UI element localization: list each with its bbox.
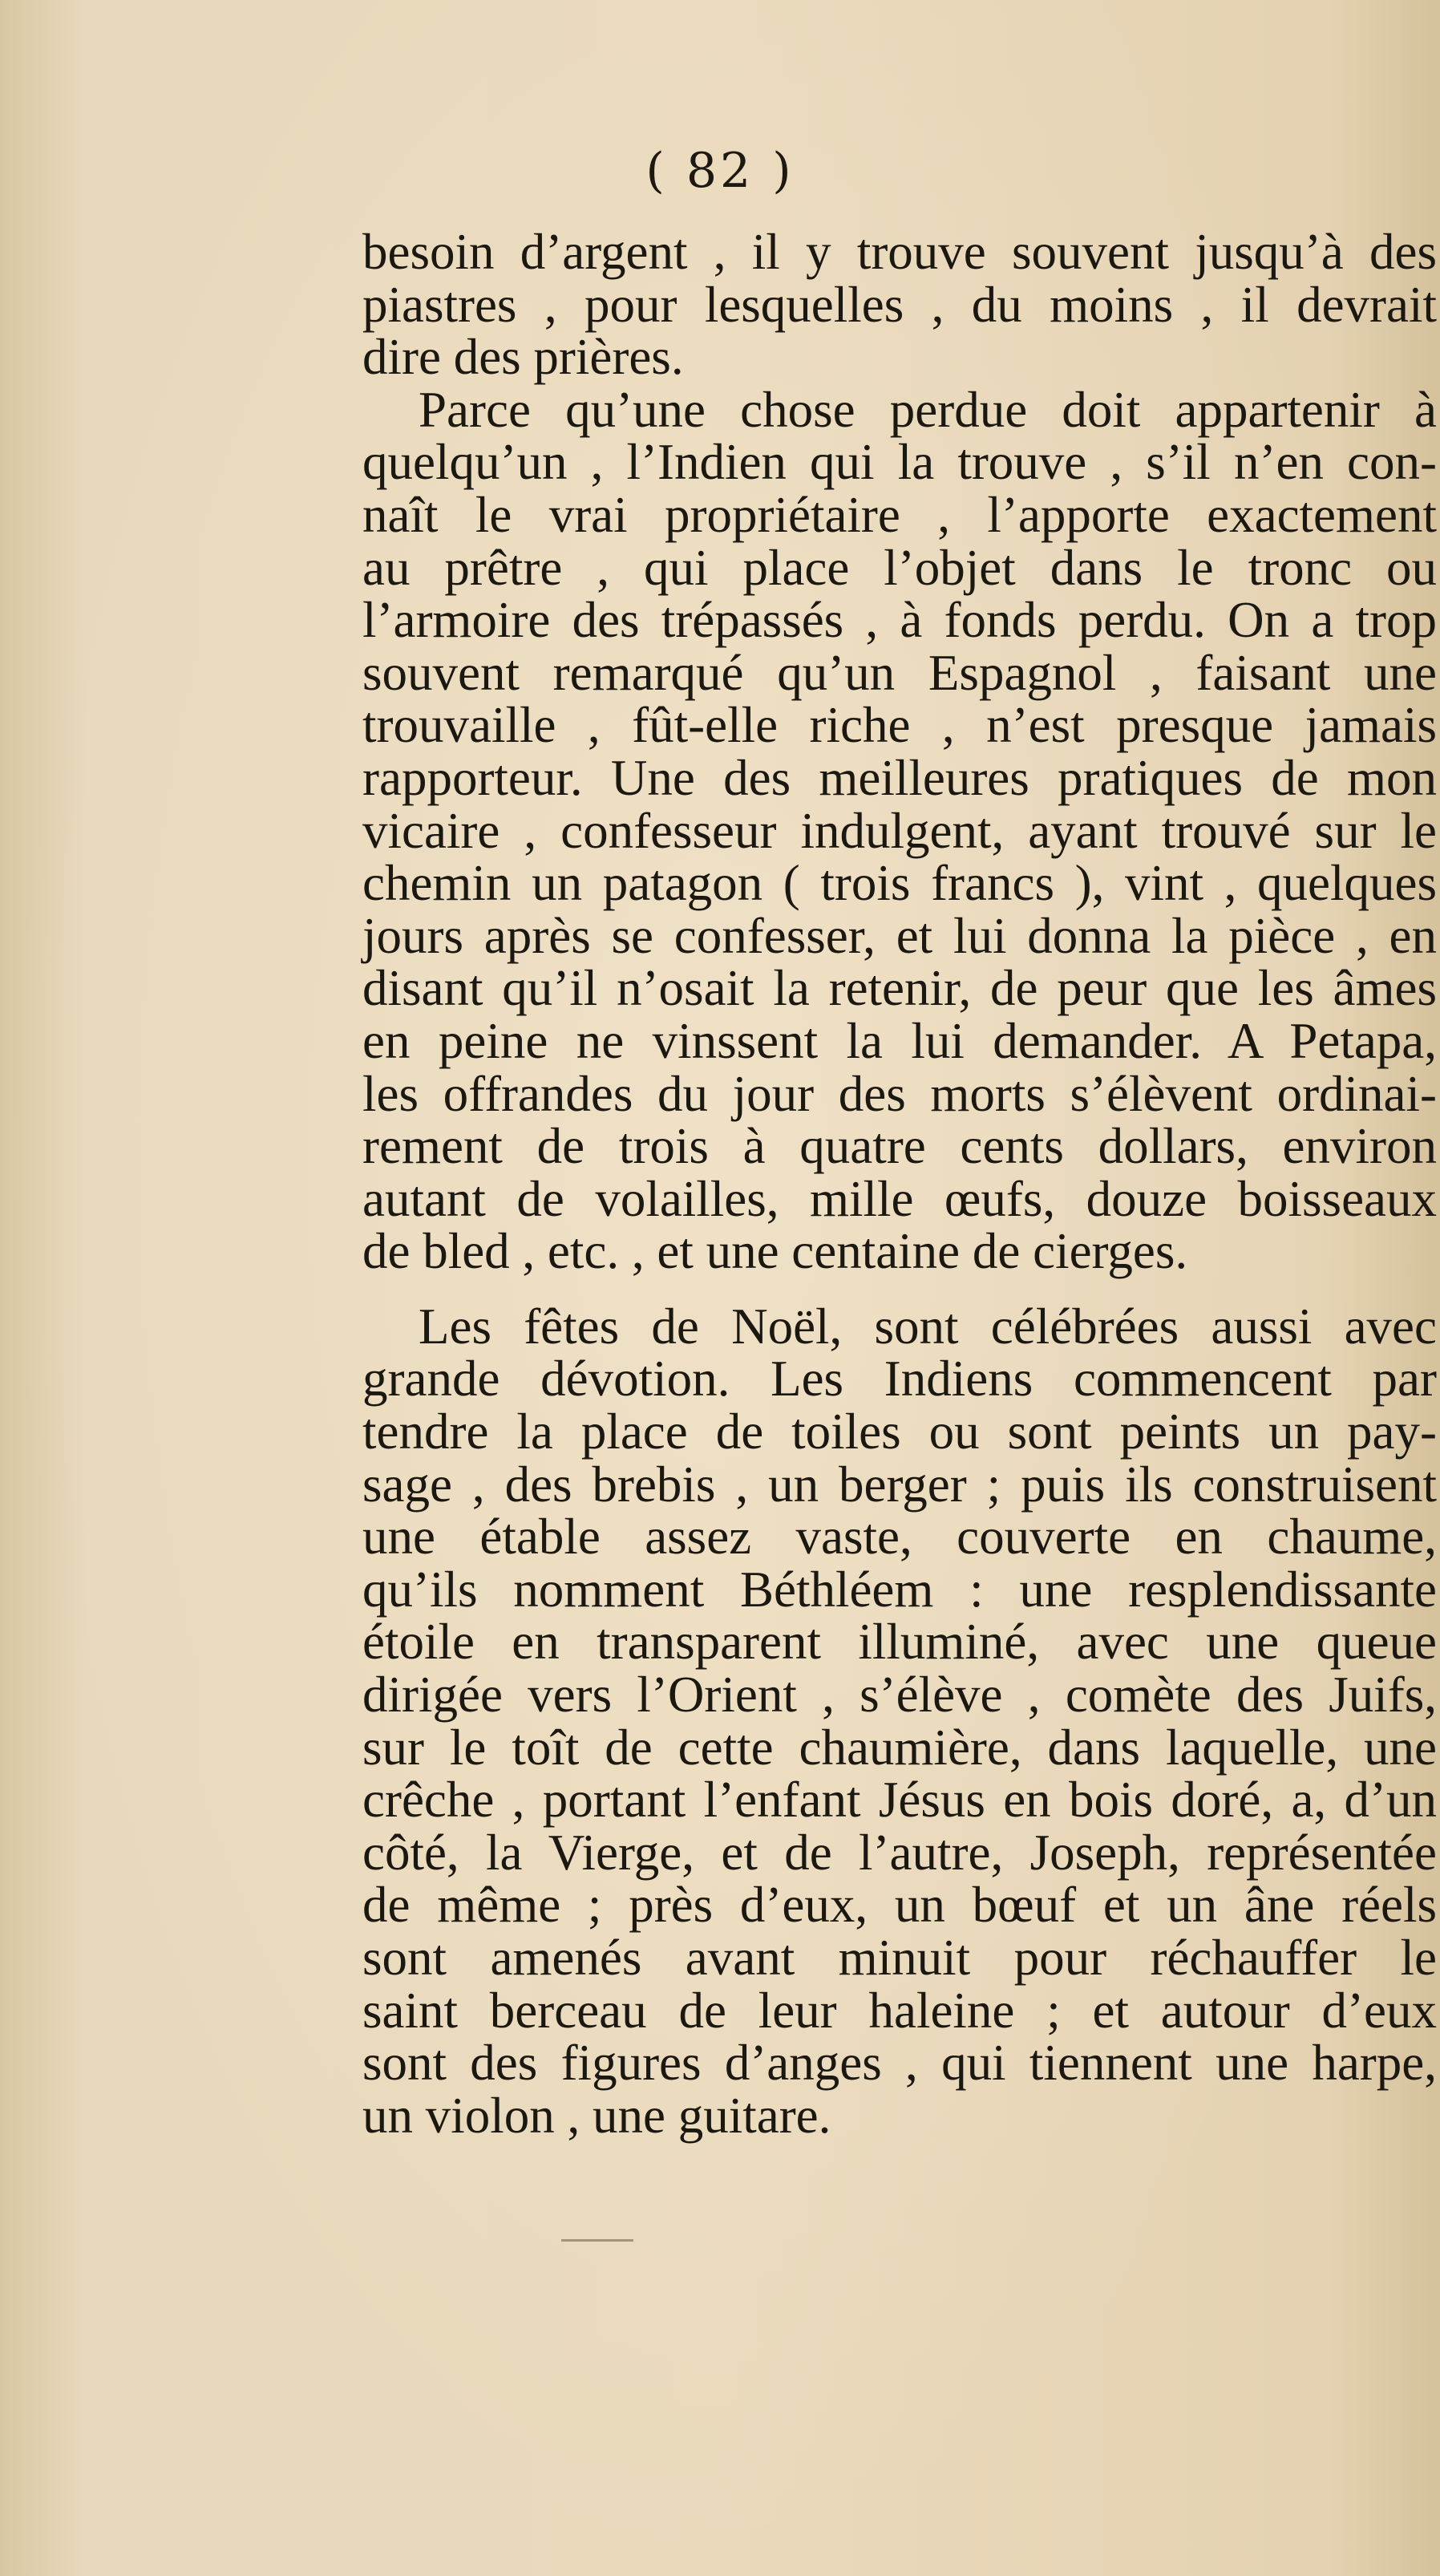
text-line: de même ; près d’eux, un bœuf et un âne réels [362, 1877, 1437, 1934]
text-line: vicaire , confesseur indulgent, ayant trouvé sur le [362, 802, 1437, 859]
text-line: dire des prières. [362, 329, 684, 386]
paragraph-1 [362, 226, 1437, 384]
text-line: les offrandes du jour des morts s’élèvent ordinai- [362, 1065, 1437, 1122]
paragraph-2 [362, 381, 1437, 1280]
text-line: côté, la Vierge, et de l’autre, Joseph, représentée [362, 1824, 1437, 1881]
text-line: Les fêtes de Noël, sont célébrées aussi avec [419, 1298, 1437, 1355]
text-line: sur le toît de cette chaumière, dans laquelle, une [362, 1719, 1437, 1776]
page-number: ( 82 ) [645, 143, 795, 199]
text-line: un violon , une guitare. [362, 2087, 831, 2144]
text-line: rement de trois à quatre cents dollars, environ [362, 1118, 1437, 1175]
text-line: sont amenés avant minuit pour réchauffer le [362, 1930, 1437, 1986]
text-line: autant de volailles, mille œufs, douze boisseaux [362, 1170, 1437, 1227]
text-line: sont des figures d’anges , qui tiennent une harpe, [362, 2035, 1437, 2092]
text-line: piastres , pour lesquelles , du moins , il devrait [362, 276, 1437, 333]
text-line: en peine ne vinssent la lui demander. A Petapa, [362, 1012, 1437, 1069]
text-line: saint berceau de leur haleine ; et autour d’eux [362, 1982, 1437, 2039]
text-line: crêche , portant l’enfant Jésus en bois doré, a, d’un [362, 1772, 1437, 1829]
text-line: au prêtre , qui place l’objet dans le tronc ou [362, 539, 1437, 596]
text-line: de bled , etc. , et une centaine de cierges. [362, 1223, 1188, 1280]
end-rule [561, 2239, 633, 2242]
text-line: dirigée vers l’Orient , s’élève , comète des Juifs, [362, 1667, 1437, 1723]
text-line: l’armoire des trépassés , à fonds perdu. On a trop [362, 592, 1437, 649]
text-line: disant qu’il n’osait la retenir, de peur que les âmes [362, 960, 1437, 1017]
text-line: chemin un patagon ( trois francs ), vint , quelques [362, 855, 1437, 912]
paragraph-3 [362, 1298, 1437, 2144]
paragraph-spacer [362, 1278, 1437, 1301]
text-line: quelqu’un , l’Indien qui la trouve , s’il n’en con- [362, 434, 1437, 491]
text-line: rapporteur. Une des meilleures pratiques de mon [362, 749, 1437, 806]
text-line: Parce qu’une chose perdue doit appartenir à [419, 381, 1437, 438]
text-line: souvent remarqué qu’un Espagnol , faisant une [362, 644, 1437, 701]
text-line: une étable assez vaste, couverte en chaume, [362, 1509, 1437, 1565]
text-line: jours après se confesser, et lui donna la pièce , en [362, 907, 1437, 964]
text-line: étoile en transparent illuminé, avec une queue [362, 1614, 1437, 1671]
text-line: tendre la place de toiles ou sont peints un pay- [362, 1403, 1437, 1460]
text-line: qu’ils nomment Béthléem : une resplendissante [362, 1561, 1437, 1618]
text-line: besoin d’argent , il y trouve souvent jusqu’à des [362, 224, 1437, 280]
body-text [362, 226, 1437, 2142]
text-line: naît le vrai propriétaire , l’apporte exactement [362, 486, 1437, 543]
text-line: trouvaille , fût-elle riche , n’est presque jamais [362, 697, 1437, 754]
text-line: grande dévotion. Les Indiens commencent par [362, 1351, 1437, 1407]
text-line: sage , des brebis , un berger ; puis ils construisent [362, 1456, 1437, 1513]
